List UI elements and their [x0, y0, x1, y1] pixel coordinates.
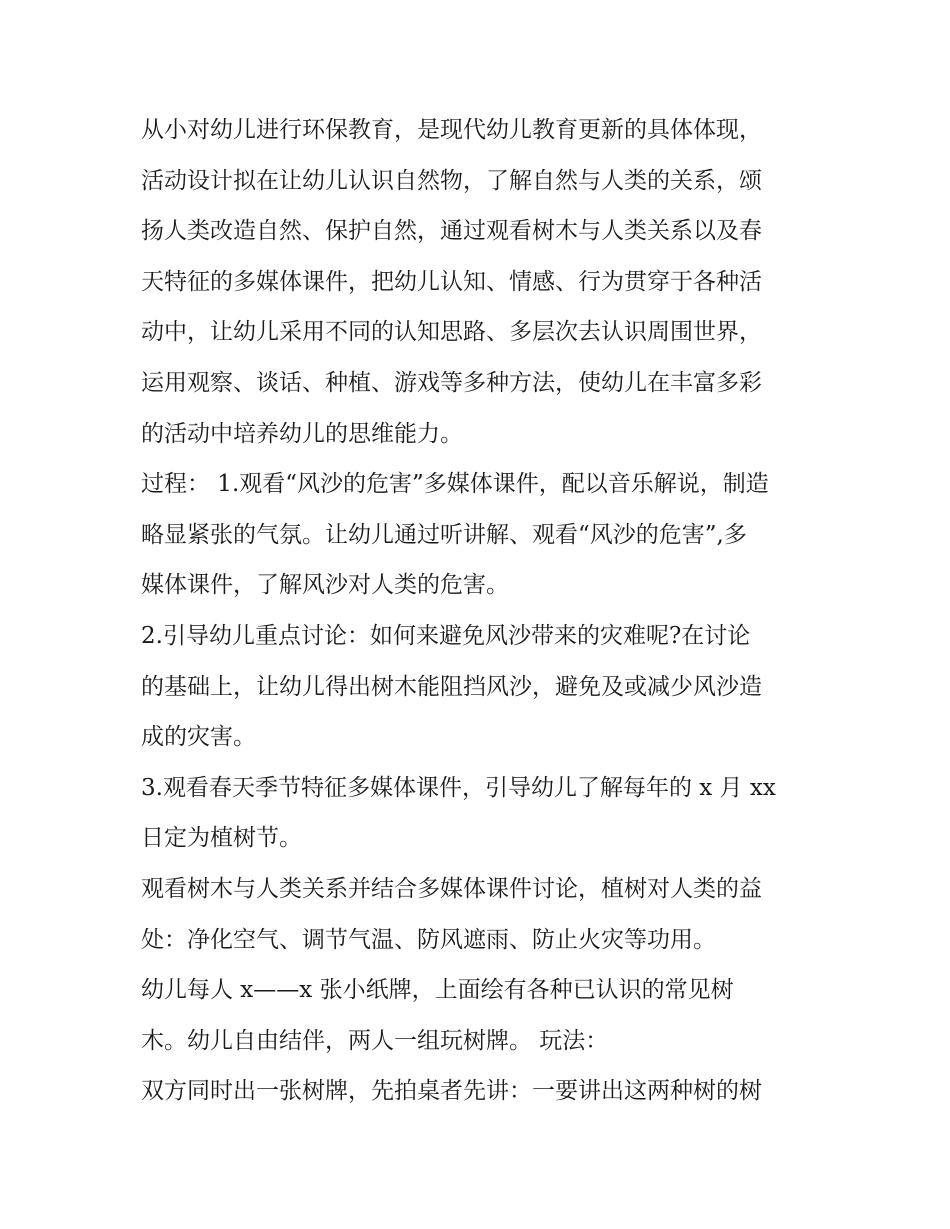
- text-line: 动中，让幼儿采用不同的认知思路、多层次去认识周围世界，: [141, 319, 762, 346]
- text-line: 的基础上，让幼儿得出树木能阻挡风沙，避免及或减少风沙造: [141, 673, 762, 700]
- text-line: 处：净化空气、调节气温、防风遮雨、防止火灾等功用。: [141, 926, 716, 953]
- text-line: 双方同时出一张树牌，先拍桌者先讲：一要讲出这两种树的树: [141, 1078, 762, 1105]
- text-line: 过程： 1.观看“风沙的危害”多媒体课件，配以音乐解说，制造: [141, 471, 769, 498]
- text-line: 活动设计拟在让幼儿认识自然物，了解自然与人类的关系，颂: [141, 167, 762, 194]
- text-line: 运用观察、谈话、种植、游戏等多种方法，使幼儿在丰富多彩: [141, 369, 762, 396]
- text-line: 的活动中培养幼儿的思维能力。: [141, 420, 463, 447]
- text-line: 略显紧张的气氛。让幼儿通过听讲解、观看“风沙的危害”,多: [141, 521, 747, 548]
- text-line: 日定为植树节。: [141, 825, 302, 852]
- text-line: 幼儿每人 x——x 张小纸牌，上面绘有各种已认识的常见树: [141, 977, 734, 1004]
- text-line: 2.引导幼儿重点讨论：如何来避免风沙带来的灾难呢?在讨论: [141, 622, 751, 649]
- text-line: 3.观看春天季节特征多媒体课件，引导幼儿了解每年的 x 月 xx: [141, 774, 776, 801]
- text-line: 扬人类改造自然、保护自然，通过观看树木与人类关系以及春: [141, 218, 762, 245]
- text-line: 观看树木与人类关系并结合多媒体课件讨论，植树对人类的益: [141, 875, 762, 902]
- text-line: 木。幼儿自由结伴，两人一组玩树牌。 玩法：: [141, 1027, 609, 1054]
- text-line: 从小对幼儿进行环保教育，是现代幼儿教育更新的具体体现，: [141, 117, 762, 143]
- text-line: 天特征的多媒体课件，把幼儿认知、情感、行为贯穿于各种活: [141, 268, 762, 295]
- document-body: [141, 105, 841, 1117]
- text-line: 媒体课件，了解风沙对人类的危害。: [141, 572, 509, 599]
- text-line: 成的灾害。: [141, 724, 256, 751]
